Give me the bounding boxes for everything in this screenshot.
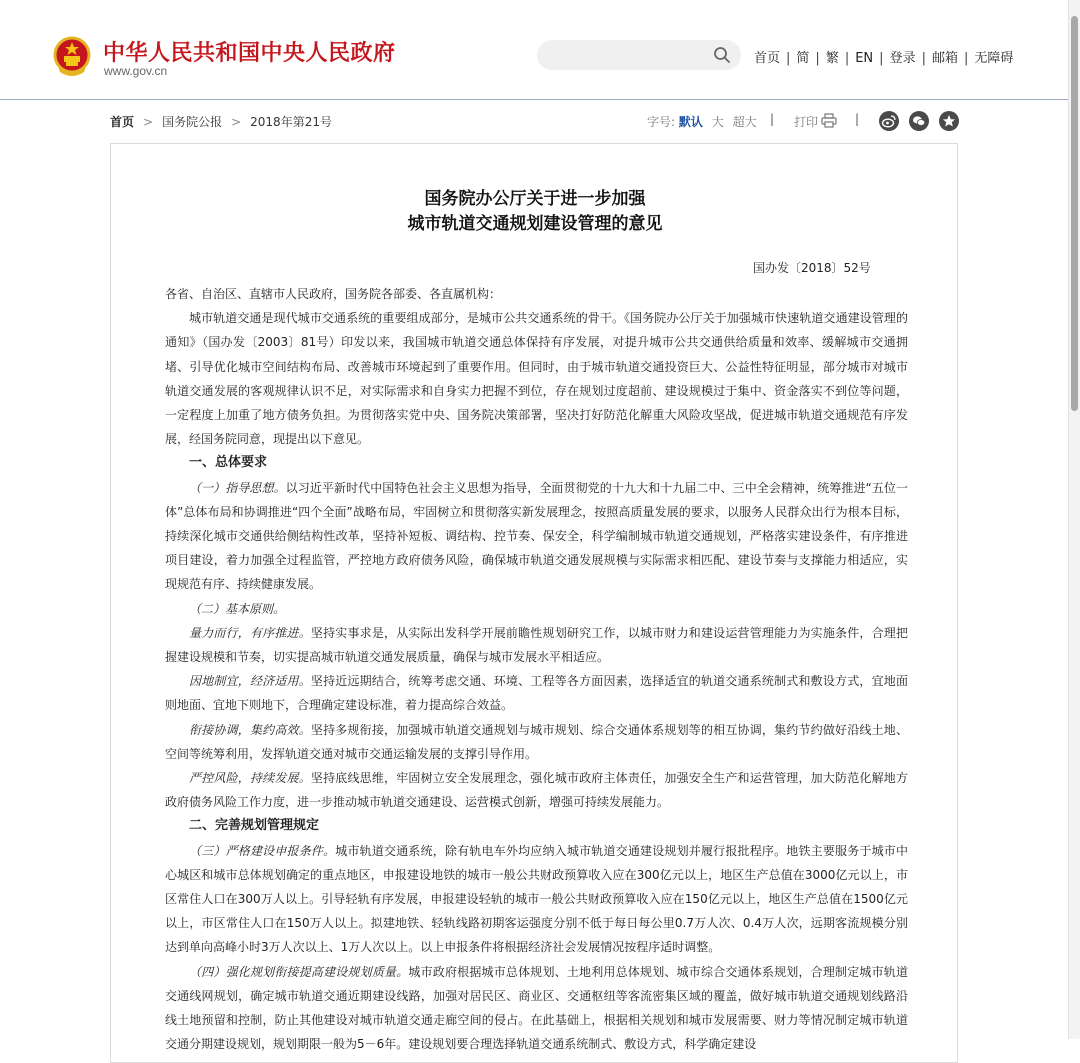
section-heading: 一、总体要求 [189,455,268,471]
nav-mail-link[interactable]: 邮箱 [931,51,958,66]
article-paragraph: 城市轨道交通是现代城市交通系统的重要组成部分，是城市公共交通系统的骨干。《国务院办公厅关于加强城市快速轨道交通建设管理的通知》（国办发〔2003〕81号）印发以来，我国城市轨道交通总体保持有序发展，对提升城市公共交通供给质量和效率、缓解城市交通拥堵、引导优化城市空间结构布局、改善城市环境起到了重要作用。但同时，由于城市轨道交通投资巨大、公益性特征明显，部分城市对城市轨道交通发展的客观规律认识不足，对实际需求和自身实力把握不到位，存在规划过度超前、建设规模过于集中、资金落实不到位等问题，一定程度上加重了地方债务负担。为贯彻落实党中央、国务院决策部署，坚决打好防范化解重大风险攻坚战，促进城市轨道交通规范有序发展，经国务院同意，现提出以下意见。 [165,311,908,447]
print-icon[interactable] [821,113,837,128]
font-size-large[interactable]: 大 [711,115,724,129]
wechat-share-button[interactable] [909,111,929,131]
scrollbar[interactable] [1068,0,1080,1039]
chevron-right-icon: > [231,115,242,129]
nav-separator: | [879,51,884,66]
article-paragraph: 量力而行，有序推进。坚持实事求是，从实际出发科学开展前瞻性规划研究工作，以城市财力和建设运营管理能力为实施条件，合理把握建设规模和节奏，切实提高城市轨道交通发展质量，确保与城市发展水平相适应。 [165,625,908,665]
weibo-share-button[interactable] [879,111,899,131]
site-header [0,0,1068,100]
paragraph-lead: （二）基本原则。 [189,601,286,616]
breadcrumb-bulletin[interactable]: 国务院公报 [162,115,223,129]
article-paragraph: （四）强化规划衔接提高建设规划质量。城市政府根据城市总体规划、土地利用总体规划、城市综合交通体系规划，合理制定城市轨道交通线网规划，确定城市轨道交通近期建设线路，加强对居民区、商业区、交通枢纽等客流密集区域的覆盖，做好城市轨道交通规划线路沿线土地预留和控制，防止其他建设对城市轨道交通走廊空间的侵占。在此基础上，根据相关规划和城市发展需要、财力等情况制定城市轨道交通分期建设规划，规划期限一般为5－6年。建设规划要合理选择轨道交通系统制式、敷设方式，科学确定建设 [165,964,908,1052]
nav-traditional-link[interactable]: 繁 [825,51,839,66]
toolbar-divider: | [855,112,860,126]
breadcrumb-issue[interactable]: 2018年第21号 [250,115,332,129]
font-size-default[interactable]: 默认 [678,115,703,129]
top-nav [754,47,1013,66]
nav-separator: | [786,51,791,66]
nav-separator: | [963,51,969,66]
search-input[interactable] [537,40,741,70]
wechat-icon [909,111,929,131]
article-body [165,282,908,1057]
article-paragraph: 严控风险，持续发展。坚持底线思维，牢固树立安全发展理念，强化城市政府主体责任，加强安全生产和运营管理，加大防范化解地方政府债务风险工作力度，进一步推动城市轨道交通建设、运营模式创新，增强可持续发展能力。 [165,771,908,810]
toolbar-divider: | [770,112,775,126]
article-paragraph: 因地制宜，经济适用。坚持近远期结合，统筹考虑交通、环境、工程等各方面因素，选择适宜的轨道交通系统制式和敷设方式，宜地面则地面、宜地下则地下，合理确定建设标准，着力提高综合效益。 [165,674,908,713]
paragraph-lead: 量力而行，有序推进。 [189,625,311,640]
scrollbar-thumb[interactable] [1071,16,1078,411]
article-title-line-1: 国务院办公厅关于进一步加强 [424,189,646,209]
paragraph-lead: （一）指导思想。 [189,480,286,495]
article-panel [110,143,958,1063]
document-number: 国办发〔2018〕52号 [753,261,871,275]
article-title-line-2: 城市轨道交通规划建设管理的意见 [407,214,663,234]
paragraph-lead: （四）强化规划衔接提高建设规划质量。 [189,964,409,979]
paragraph-lead: 衔接协调，集约高效。 [189,722,311,737]
star-icon [939,111,959,131]
font-size-label: 字号: [647,115,676,129]
nav-accessibility-link[interactable]: 无障碍 [974,51,1014,66]
nav-simplified-link[interactable]: 简 [796,51,810,66]
nav-separator: | [844,51,850,66]
paragraph-lead: 因地制宜，经济适用。 [189,674,311,689]
national-emblem-icon[interactable] [52,36,92,78]
breadcrumb [110,113,332,130]
article-paragraph: （一）指导思想。以习近平新时代中国特色社会主义思想为指导，全面贯彻党的十九大和十九届二中、三中全会精神，统筹推进“五位一体”总体布局和协调推进“四个全面”战略布局，牢固树立和贯彻落实新发展理念，按照高质量发展的要求，以服务人民群众出行为根本目标，持续深化城市交通供给侧结构性改革，坚持补短板、调结构、控节奏、保安全，科学编制城市轨道交通规划，严格落实建设条件，有序推进项目建设，着力加强全过程监管，严控地方政府债务风险，确保城市轨道交通发展规模与实际需求相匹配、建设节奏与支撑能力相适应，实现规范有序、持续健康发展。 [165,480,908,592]
article-paragraph [165,597,908,621]
site-title[interactable]: 中华人民共和国中央人民政府 [103,41,396,66]
section-heading: 二、完善规划管理规定 [189,818,320,834]
breadcrumb-home[interactable]: 首页 [110,115,135,129]
article-paragraph: （三）严格建设申报条件。城市轨道交通系统，除有轨电车外均应纳入城市轨道交通建设规划并履行报批程序。地铁主要服务于城市中心城区和城市总体规划确定的重点地区，申报建设地铁的城市一般公共财政预算收入应在300亿元以上，地区生产总值在3000亿元以上，市区常住人口在300万人以上。引导轻轨有序发展，申报建设轻轨的城市一般公共财政预算收入应在150亿元以上，地区生产总值在1500亿元以上，市区常住人口在150万人以上。拟建地铁、轻轨线路初期客运强度分别不低于每日每公里0.7万人次、0.4万人次，远期客流规模分别达到单向高峰小时3万人次以上、1万人次以上。以上申报条件将根据经济社会发展情况按程序适时调整。 [165,843,908,955]
font-size-tools [647,113,757,130]
nav-separator: | [921,51,926,66]
search-icon[interactable] [713,46,731,64]
font-size-xlarge[interactable]: 超大 [732,115,757,129]
chevron-right-icon: > [143,115,154,129]
weibo-icon [879,111,899,131]
print-label[interactable]: 打印 [794,115,819,129]
nav-home-link[interactable]: 首页 [754,51,781,66]
article-salutation: 各省、自治区、直辖市人民政府，国务院各部委、各直属机构： [165,287,502,301]
nav-english-link[interactable]: EN [855,51,874,66]
article-paragraph: 衔接协调，集约高效。坚持多规衔接，加强城市轨道交通规划与城市规划、综合交通体系规划等的相互协调，集约节约做好沿线土地、空间等统筹利用，发挥轨道交通对城市交通运输发展的支撑引导作用。 [165,722,908,761]
paragraph-lead: （三）严格建设申报条件。 [189,843,336,858]
paragraph-lead: 严控风险，持续发展。 [189,771,311,786]
nav-separator: | [815,51,820,66]
nav-login-link[interactable]: 登录 [889,51,916,66]
favorite-button[interactable] [939,111,959,131]
site-url: www.gov.cn [104,64,168,78]
